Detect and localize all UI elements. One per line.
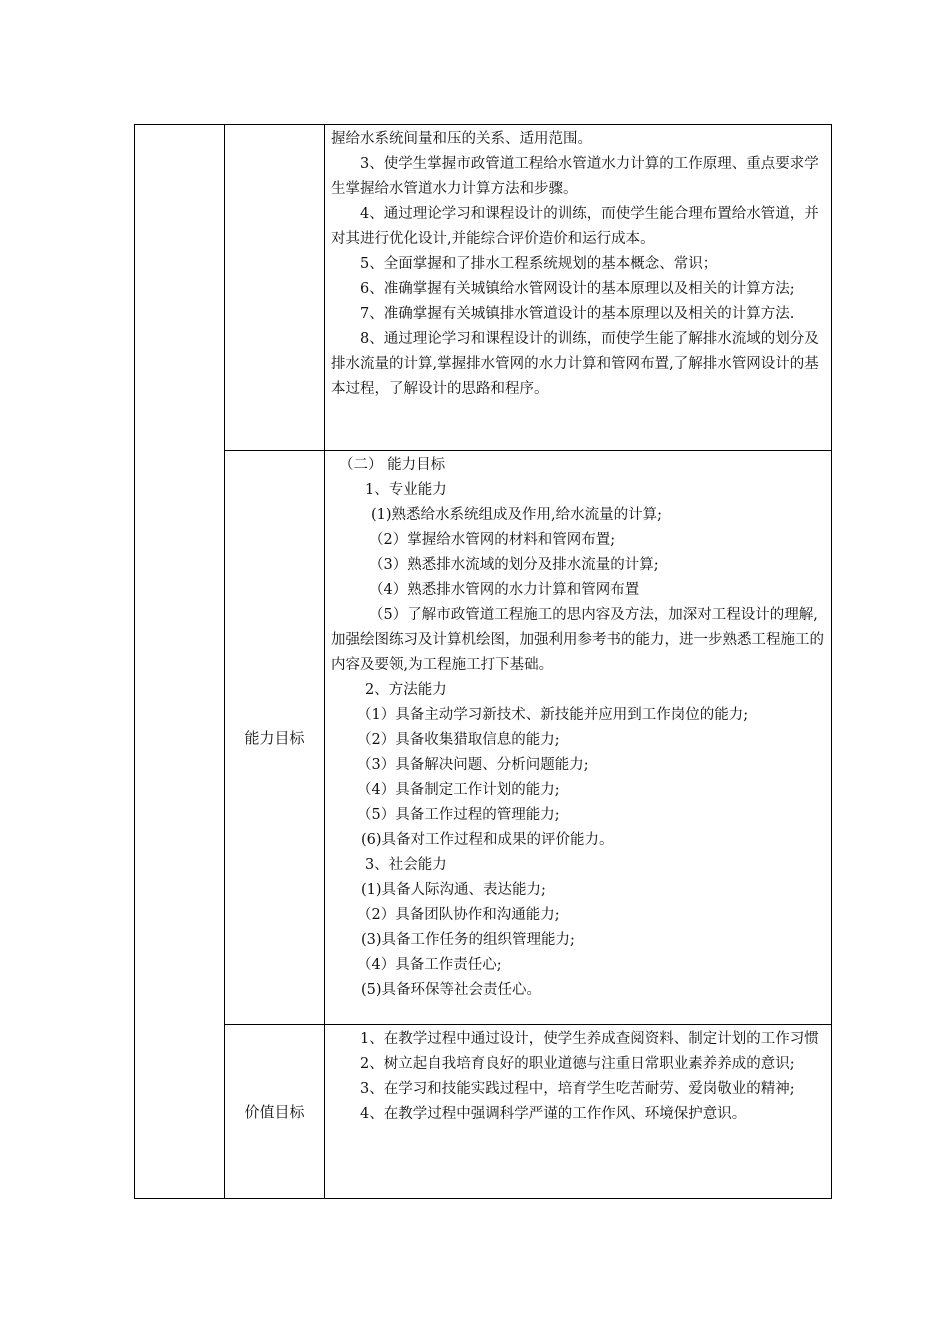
knowledge-item: 8、通过理论学习和课程设计的训练，而使学生能了解排水流域的划分及排水流量的计算,掌握排水管网的水力计算和管网布置,了解排水管网设计的基本过程，了解设计的思路和程序。	[331, 331, 819, 397]
knowledge-continuation: 握给水系统间量和压的关系、适用范围。	[331, 131, 592, 147]
professional-item: (1)熟悉给水系统组成及作用,给水流量的计算;	[371, 507, 663, 523]
ability-label: 能力目标	[244, 729, 305, 747]
method-title: 2、方法能力	[365, 682, 447, 698]
ability-row	[135, 451, 832, 1025]
ability-content-cell	[325, 451, 832, 1025]
course-objectives-table	[134, 124, 832, 1199]
value-item: 3、在学习和技能实践过程中，培育学生吃苦耐劳、爱岗敬业的精神;	[360, 1081, 795, 1097]
method-item: (6)具备对工作过程和成果的评价能力。	[361, 832, 614, 848]
knowledge-item: 6、准确掌握有关城镇给水管网设计的基本原理以及相关的计算方法;	[360, 281, 795, 297]
professional-item: （3）熟悉排水流域的划分及排水流量的计算;	[369, 557, 659, 573]
social-title: 3、社会能力	[365, 857, 447, 873]
ability-heading: （二） 能力目标	[339, 457, 446, 473]
knowledge-item: 5、全面掌握和了排水工程系统规划的基本概念、常识；	[360, 256, 718, 272]
social-item: （4）具备工作责任心;	[357, 957, 502, 973]
value-label-cell	[225, 1025, 325, 1199]
knowledge-row	[135, 125, 832, 451]
knowledge-content-cell	[325, 125, 832, 451]
knowledge-item: 7、准确掌握有关城镇排水管道设计的基本原理以及相关的计算方法.	[360, 306, 795, 322]
professional-item: （5）了解市政管道工程施工的思内容及方法，加深对工程设计的理解,加强绘图练习及计算机绘图，加强利用参考书的能力，进一步熟悉工程施工的内容及要领,为工程施工打下基础。	[331, 607, 824, 673]
method-item: （3）具备解决问题、分析问题能力;	[357, 757, 589, 773]
method-item: （2）具备收集猎取信息的能力;	[357, 732, 560, 748]
value-row	[135, 1025, 832, 1199]
knowledge-label-cell	[225, 125, 325, 451]
social-item: (1)具备人际沟通、表达能力;	[361, 882, 546, 898]
knowledge-item: 3、使学生掌握市政管道工程给水管道水力计算的工作原理、重点要求学生掌握给水管道水力计算方法和步骤。	[331, 156, 819, 197]
value-item: 4、在教学过程中强调科学严谨的工作作风、环境保护意识。	[360, 1106, 747, 1122]
value-content-cell	[325, 1025, 832, 1199]
method-item: （1）具备主动学习新技术、新技能并应用到工作岗位的能力;	[357, 707, 749, 723]
social-item: (5)具备环保等社会责任心。	[361, 982, 542, 998]
professional-item: （2）掌握给水管网的材料和管网布置;	[369, 532, 616, 548]
method-item: （4）具备制定工作计划的能力;	[357, 782, 560, 798]
value-item: 2、树立起自我培育良好的职业道德与注重日常职业素养养成的意识;	[360, 1056, 795, 1072]
knowledge-item: 4、通过理论学习和课程设计的训练，而使学生能合理布置给水管道，并对其进行优化设计,并能综合评价造价和运行成本。	[331, 206, 819, 247]
social-item: (3)具备工作任务的组织管理能力;	[361, 932, 575, 948]
value-label: 价值目标	[244, 1103, 305, 1121]
professional-title: 1、专业能力	[365, 482, 447, 498]
ability-label-cell	[225, 451, 325, 1025]
social-item: （2）具备团队协作和沟通能力;	[357, 907, 560, 923]
value-item: 1、在教学过程中通过设计，使学生养成查阅资料、制定计划的工作习惯	[360, 1031, 819, 1047]
empty-category-cell	[135, 125, 225, 1199]
professional-item: （4）熟悉排水管网的水力计算和管网布置	[369, 582, 640, 598]
method-item: （5）具备工作过程的管理能力;	[357, 807, 560, 823]
